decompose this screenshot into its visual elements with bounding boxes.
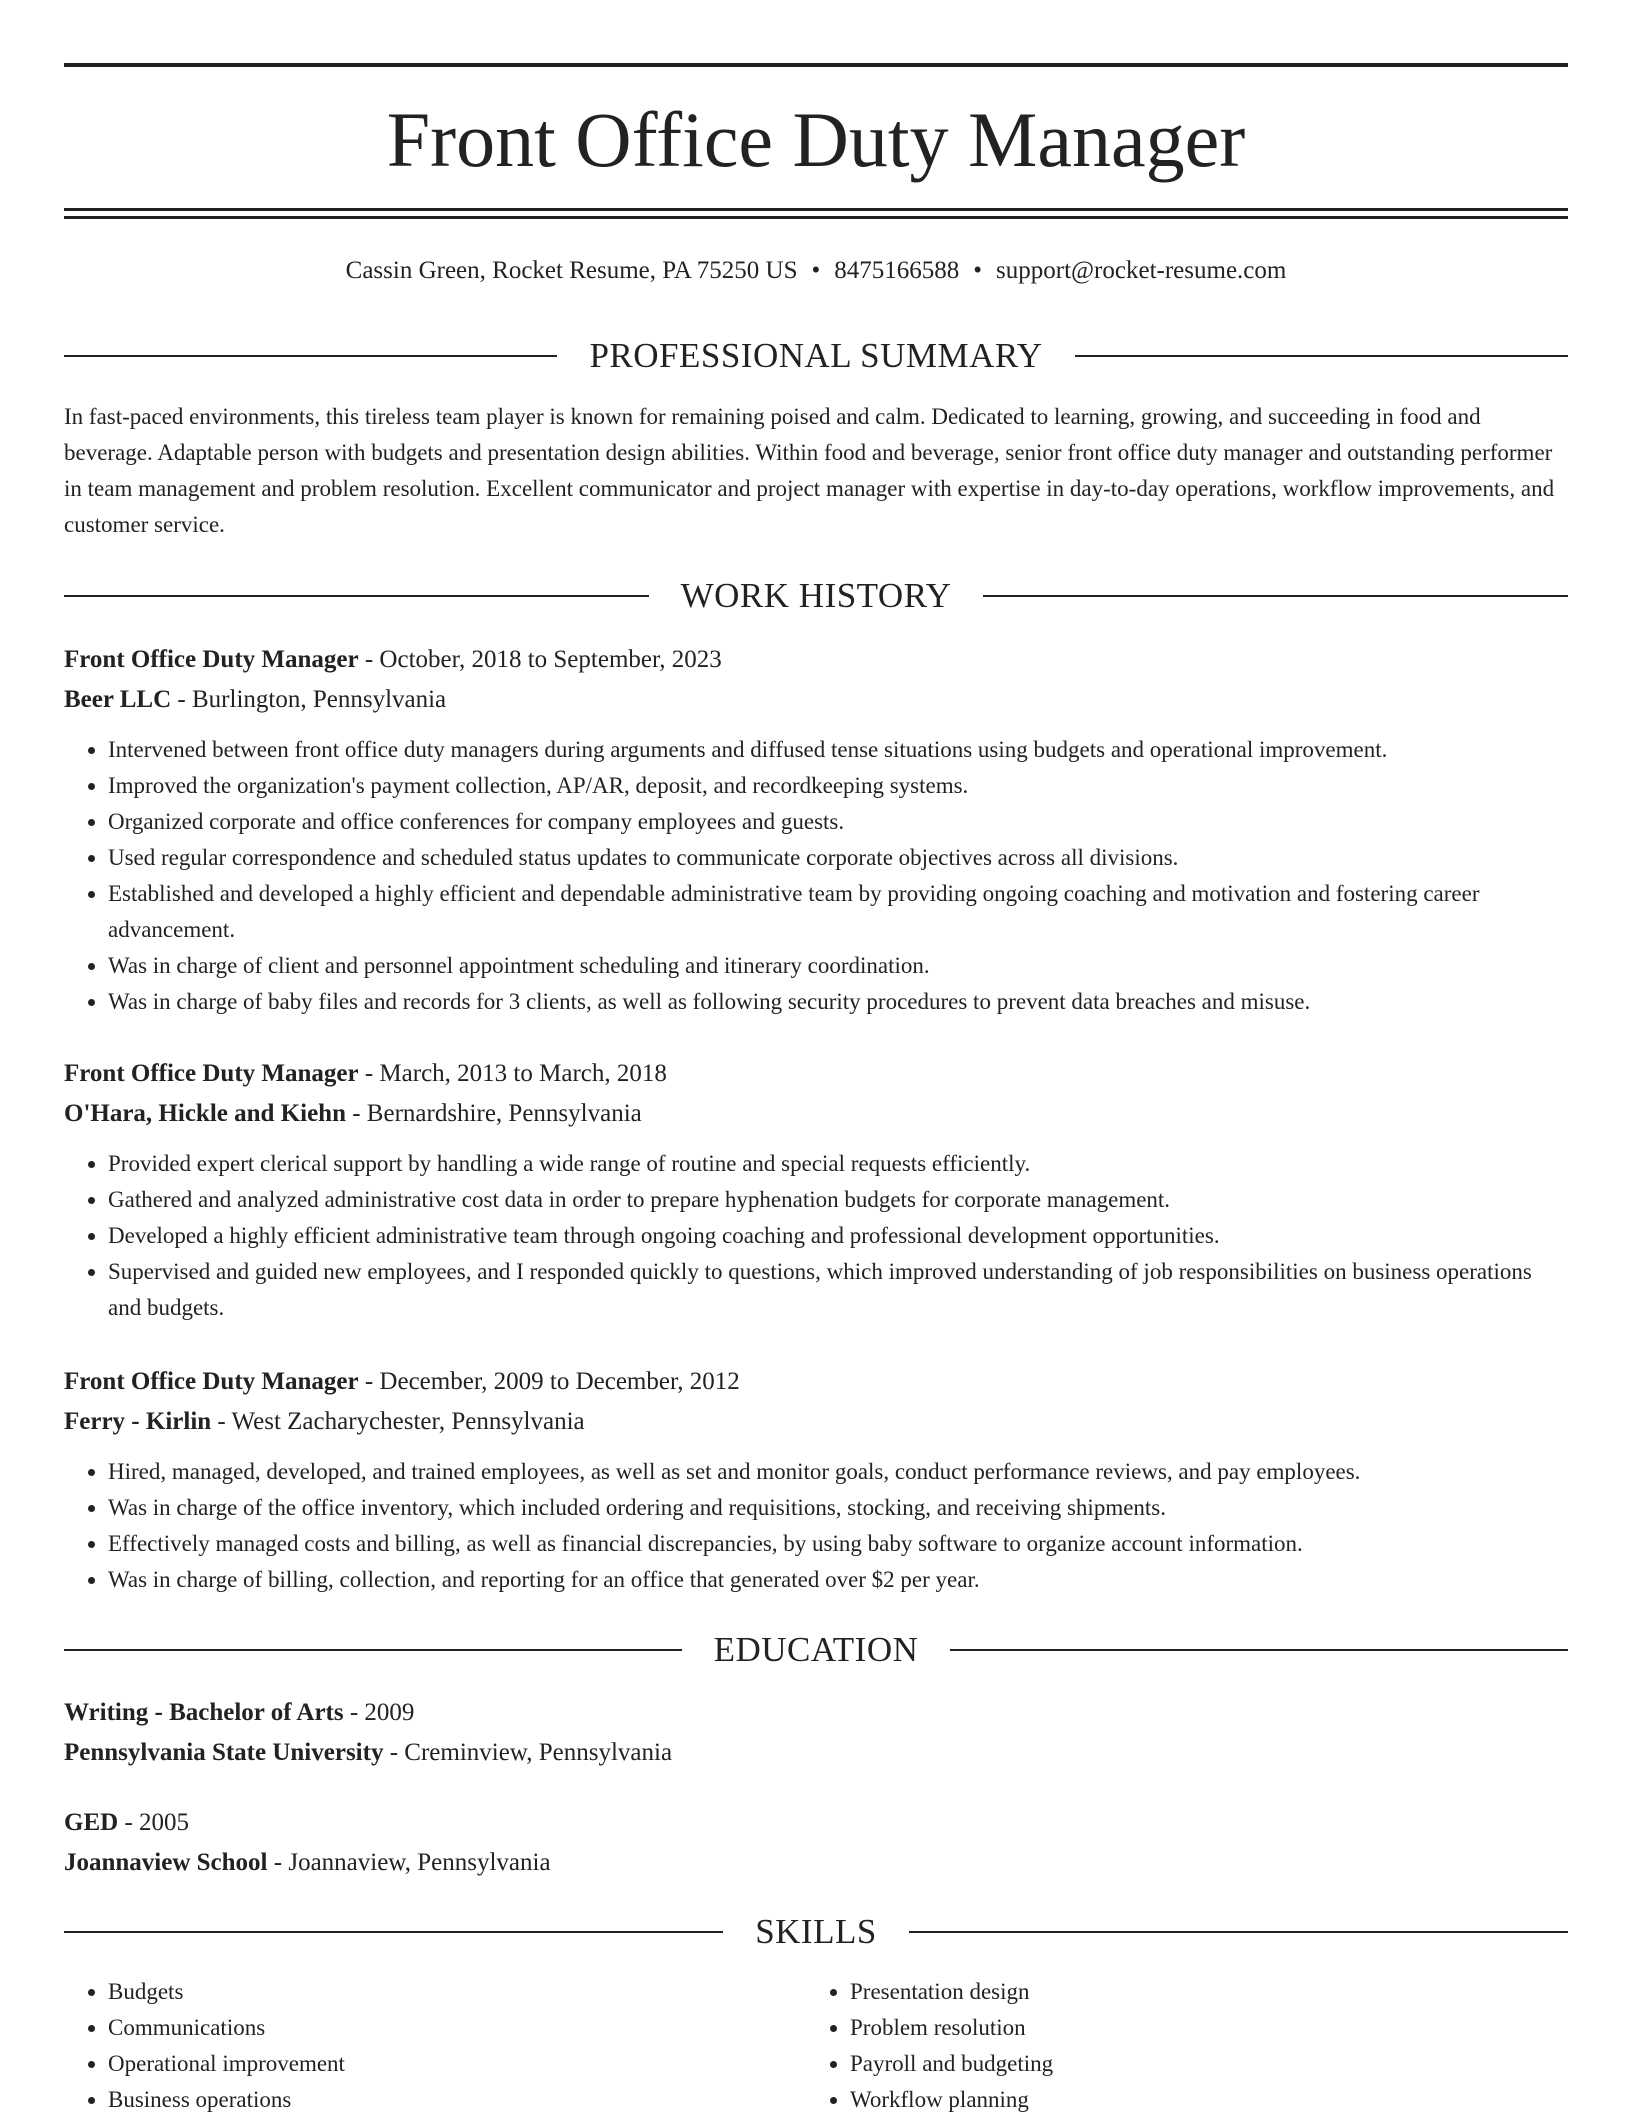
job-bullet: • Provided expert clerical support by handling a wide range of routine and special requests efficiently. — [108, 1146, 1568, 1182]
job-bullet: • Organized corporate and office conferences for company employees and guests. — [108, 804, 1568, 840]
education-school: Joannaview School — [64, 1849, 268, 1876]
education-location: - Creminview, Pennsylvania — [383, 1739, 673, 1766]
title-rule-upper — [64, 208, 1568, 211]
job-location: - West Zacharychester, Pennsylvania — [211, 1408, 585, 1435]
heading-rule-left — [64, 1649, 682, 1651]
skills-list — [64, 1974, 806, 2118]
job-bullet: • Was in charge of baby files and records for 3 clients, as well as following security procedures to prevent data breaches and misuse. — [108, 984, 1568, 1020]
contact-separator: • — [973, 257, 983, 284]
job-company-line — [64, 1094, 1568, 1134]
education-entry — [64, 1693, 1568, 1773]
work-history-heading-label: WORK HISTORY — [680, 576, 952, 615]
job-bullet: • Hired, managed, developed, and trained employees, as well as set and monitor goals, conduct performance reviews, and pay employees. — [108, 1454, 1568, 1490]
skills-heading-label: SKILLS — [755, 1912, 877, 1951]
skill-item: • Workflow planning — [850, 2082, 1548, 2118]
job-company: Beer LLC — [64, 686, 172, 713]
title-rule-lower — [64, 216, 1568, 219]
job-bullet: • Was in charge of billing, collection, and reporting for an office that generated over $2 per year. — [108, 1562, 1568, 1598]
job-entry — [64, 640, 1568, 1020]
education-degree: Writing - Bachelor of Arts — [64, 1699, 344, 1726]
education-year: - 2005 — [118, 1809, 190, 1836]
skill-item: • Operational improvement — [108, 2046, 806, 2082]
skills-heading — [64, 1912, 1568, 1952]
heading-rule-left — [64, 355, 557, 357]
education-school: Pennsylvania State University — [64, 1739, 384, 1766]
skill-item: • Problem resolution — [850, 2010, 1548, 2046]
contact-separator: • — [811, 257, 821, 284]
education-heading-label: EDUCATION — [713, 1630, 919, 1669]
skill-item: • Presentation design — [850, 1974, 1548, 2010]
job-bullet: • Developed a highly efficient administrative team through ongoing coaching and professional development opportunities. — [108, 1218, 1568, 1254]
job-company-line — [64, 680, 1568, 720]
heading-rule-left — [64, 595, 649, 597]
job-bullets — [64, 732, 1568, 1020]
job-location: - Bernardshire, Pennsylvania — [345, 1100, 642, 1127]
job-title: Front Office Duty Manager — [64, 1060, 359, 1087]
contact-email: support@rocket-resume.com — [996, 257, 1287, 284]
job-dates: - December, 2009 to December, 2012 — [358, 1368, 740, 1395]
job-title: Front Office Duty Manager — [64, 1368, 359, 1395]
job-dates: - March, 2013 to March, 2018 — [358, 1060, 667, 1087]
contact-address: Cassin Green, Rocket Resume, PA 75250 US — [345, 257, 798, 284]
job-bullets — [64, 1454, 1568, 1598]
job-bullet: • Effectively managed costs and billing, as well as financial discrepancies, by using baby software to organize account information. — [108, 1526, 1568, 1562]
education-degree-line — [64, 1803, 1568, 1843]
job-title: Front Office Duty Manager — [64, 646, 359, 673]
job-bullet: • Was in charge of the office inventory, which included ordering and requisitions, stocking, and receiving shipments. — [108, 1490, 1568, 1526]
skills-column-left — [64, 1974, 806, 2118]
job-bullet: • Improved the organization's payment collection, AP/AR, deposit, and recordkeeping systems. — [108, 768, 1568, 804]
summary-text: In fast-paced environments, this tireless team player is known for remaining poised and calm. Dedicated to learning, growing, and succeeding in food and beverage. Adaptable person with budgets and presentation design abilities. Within food and beverage, senior front office duty manager and outstanding performer in team management and problem resolution. Excellent communicator and project manager with expertise in day-to-day operations, workflow improvements, and customer service. — [64, 404, 1555, 537]
skills-list — [806, 1974, 1548, 2118]
skill-item: • Payroll and budgeting — [850, 2046, 1548, 2082]
skill-item: • Budgets — [108, 1974, 806, 2010]
job-bullet: • Gathered and analyzed administrative cost data in order to prepare hyphenation budgets for corporate management. — [108, 1182, 1568, 1218]
skills-column-right — [806, 1974, 1548, 2118]
job-bullet: • Intervened between front office duty managers during arguments and diffused tense situations using budgets and operational improvement. — [108, 732, 1568, 768]
top-rule — [64, 63, 1568, 67]
heading-rule-left — [64, 1931, 723, 1933]
job-title-line — [64, 640, 1568, 680]
education-school-line — [64, 1843, 1568, 1883]
job-location: - Burlington, Pennsylvania — [171, 686, 447, 713]
job-company: O'Hara, Hickle and Kiehn — [64, 1100, 346, 1127]
education-year: - 2009 — [343, 1699, 415, 1726]
education-entry — [64, 1803, 1568, 1883]
job-bullet: • Used regular correspondence and scheduled status updates to communicate corporate objectives across all divisions. — [108, 840, 1568, 876]
job-dates: - October, 2018 to September, 2023 — [358, 646, 722, 673]
job-title-line — [64, 1054, 1568, 1094]
education-degree-line — [64, 1693, 1568, 1733]
contact-phone: 8475166588 — [834, 257, 960, 284]
heading-rule-right — [983, 595, 1568, 597]
education-school-line — [64, 1733, 1568, 1773]
skill-item: • Business operations — [108, 2082, 806, 2118]
job-company-line — [64, 1402, 1568, 1442]
job-entry — [64, 1054, 1568, 1326]
heading-rule-right — [909, 1931, 1568, 1933]
job-title-line — [64, 1362, 1568, 1402]
education-degree: GED — [64, 1809, 119, 1836]
work-history-heading — [64, 576, 1568, 616]
job-bullet: • Established and developed a highly efficient and dependable administrative team by providing ongoing coaching and motivation and fostering career advancement. — [108, 876, 1568, 948]
job-bullet: • Supervised and guided new employees, and I responded quickly to questions, which improved understanding of job responsibilities on business operations and budgets. — [108, 1254, 1568, 1326]
document-title: Front Office Duty Manager — [386, 96, 1246, 183]
summary-heading — [64, 336, 1568, 376]
job-entry — [64, 1362, 1568, 1598]
job-company: Ferry - Kirlin — [64, 1408, 212, 1435]
job-bullets — [64, 1146, 1568, 1326]
contact-line — [64, 254, 1568, 288]
heading-rule-right — [950, 1649, 1568, 1651]
education-location: - Joannaview, Pennsylvania — [267, 1849, 551, 1876]
skills-grid — [64, 1974, 1568, 2118]
heading-rule-right — [1075, 355, 1568, 357]
skill-item: • Communications — [108, 2010, 806, 2046]
summary-heading-label: PROFESSIONAL SUMMARY — [589, 336, 1043, 375]
education-heading — [64, 1630, 1568, 1670]
job-bullet: • Was in charge of client and personnel appointment scheduling and itinerary coordination. — [108, 948, 1568, 984]
